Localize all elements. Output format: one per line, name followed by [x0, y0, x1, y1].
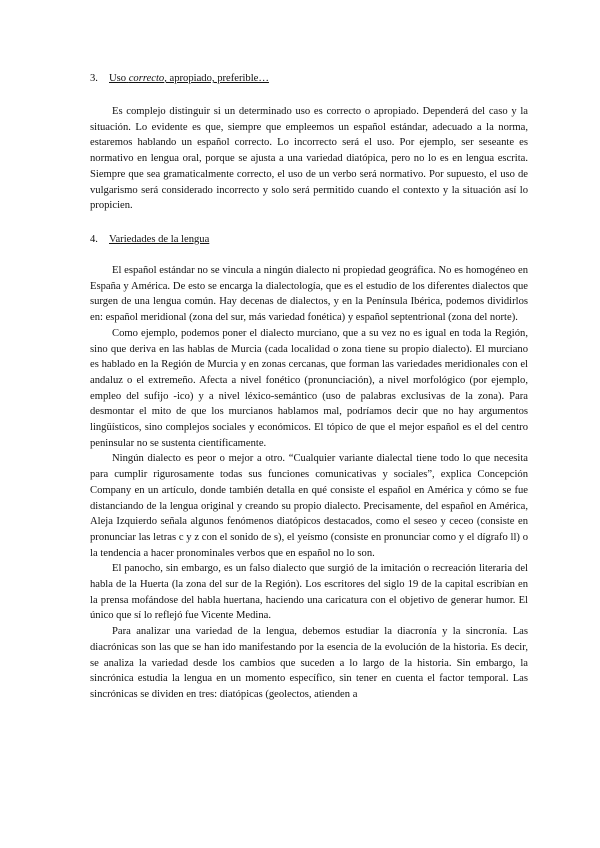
- paragraph: Es complejo distinguir si un determinado uso es correcto o apropiado. Dependerá del caso y la situación. Lo evidente es que, siempre que empleemos un español estándar, adecuado a la norma, estaremos hablando un español correcto. Lo incorrecto será el uso. Por ejemplo, ser seseante es normativo en lengua oral, porque se ajusta a una variedad diatópica, pero no lo es en lengua escrita. Siempre que sea gramaticalmente correcto, el uso de un verbo será normativo. Por supuesto, el uso de vulgarismo será considerado incorrecto y solo será permitido cuando el contexto y la situación así lo propicien.: [90, 106, 528, 212]
- paragraph: Ningún dialecto es peor o mejor a otro. “Cualquier variante dialectal tiene todo lo que necesita para cumplir rigurosamente todas sus funciones comunicativas y sociales”, explica Concepción Company en un artículo, donde también detalla en qué consiste el español en América y cómo se fue distanciando de la lengua original y creando su propio dialecto. Precisamente, del español en América, Aleja Izquierdo señala algunos fenómenos diatópicos destacados, como el seseo y ceceo (consiste en pronunciar las letras c y z con el sonido de s), el yeísmo (consiste en pronunciar como y el dígrafo ll) o la tendencia a hacer pronominales verbos que en español no lo son.: [90, 453, 528, 559]
- section-3-number: 3.: [90, 73, 98, 84]
- paragraph: Como ejemplo, podemos poner el dialecto murciano, que a su vez no es igual en toda la Región, sino que deriva en las hablas de Murcia (cada localidad o zona tiene su propio dialecto). El murciano es hablado en la Región de Murcia y en zonas cercanas, que forman las variedades meridionales con el andaluz o el extremeño. Afecta a nivel fonético (pronunciación), a nivel morfológico (por ejemplo, empleo del sufijo -ico) y a nivel léxico-semántico (uso de palabras exclusivas de la zona). Para desmontar el mito de que los murcianos hablamos mal, podríamos decir que no hay argumentos lingüísticos, sino complejos sociales y económicos. El tópico de que el mejor español es el del centro peninsular no se sustenta científicamente.: [90, 327, 528, 449]
- paragraph: El panocho, sin embargo, es un falso dialecto que surgió de la imitación o recreación literaria del habla de la Huerta (la zona del sur de la Región). Los escritores del siglo 19 de la capital escribían en la prensa mofándose del habla huertana, haciendo una caricatura con el objetivo de generar humor. El único que sí lo reflejó fue Vicente Medina.: [90, 563, 528, 622]
- paragraph: El español estándar no se vincula a ningún dialecto ni propiedad geográfica. No es homogéneo en España y América. De esto se encarga la dialectología, que es el estudio de los diferentes dialectos que surgen de una lengua común. Hay decenas de dialectos, y en la Península Ibérica, podemos dividirlos en: español meridional (zona del sur, más variedad fonética) y español septentrional (zona del norte).: [90, 265, 528, 324]
- section-3-heading: [90, 71, 530, 87]
- section-4-body: [90, 263, 528, 703]
- paragraph: Para analizar una variedad de la lengua, debemos estudiar la diacronía y la sincronía. Las diacrónicas son las que se han ido manifestando por la esencia de la evolución de la historia. Es decir, se analiza la variedad desde los cambios que suceden a lo largo de la historia. Sin embargo, la sincrónica estudia la lengua en un momento específico, sin tener en cuenta el factor temporal. Las sincrónicas se dividen en tres: diatópicas (geolectos, atienden a: [90, 626, 528, 700]
- section-3-title: Uso correcto, apropiado, preferible…: [109, 73, 269, 84]
- section-4-heading: [90, 232, 530, 248]
- section-4-title: Variedades de la lengua: [109, 234, 210, 245]
- section-4-number: 4.: [90, 234, 98, 245]
- section-3-body: [90, 104, 528, 214]
